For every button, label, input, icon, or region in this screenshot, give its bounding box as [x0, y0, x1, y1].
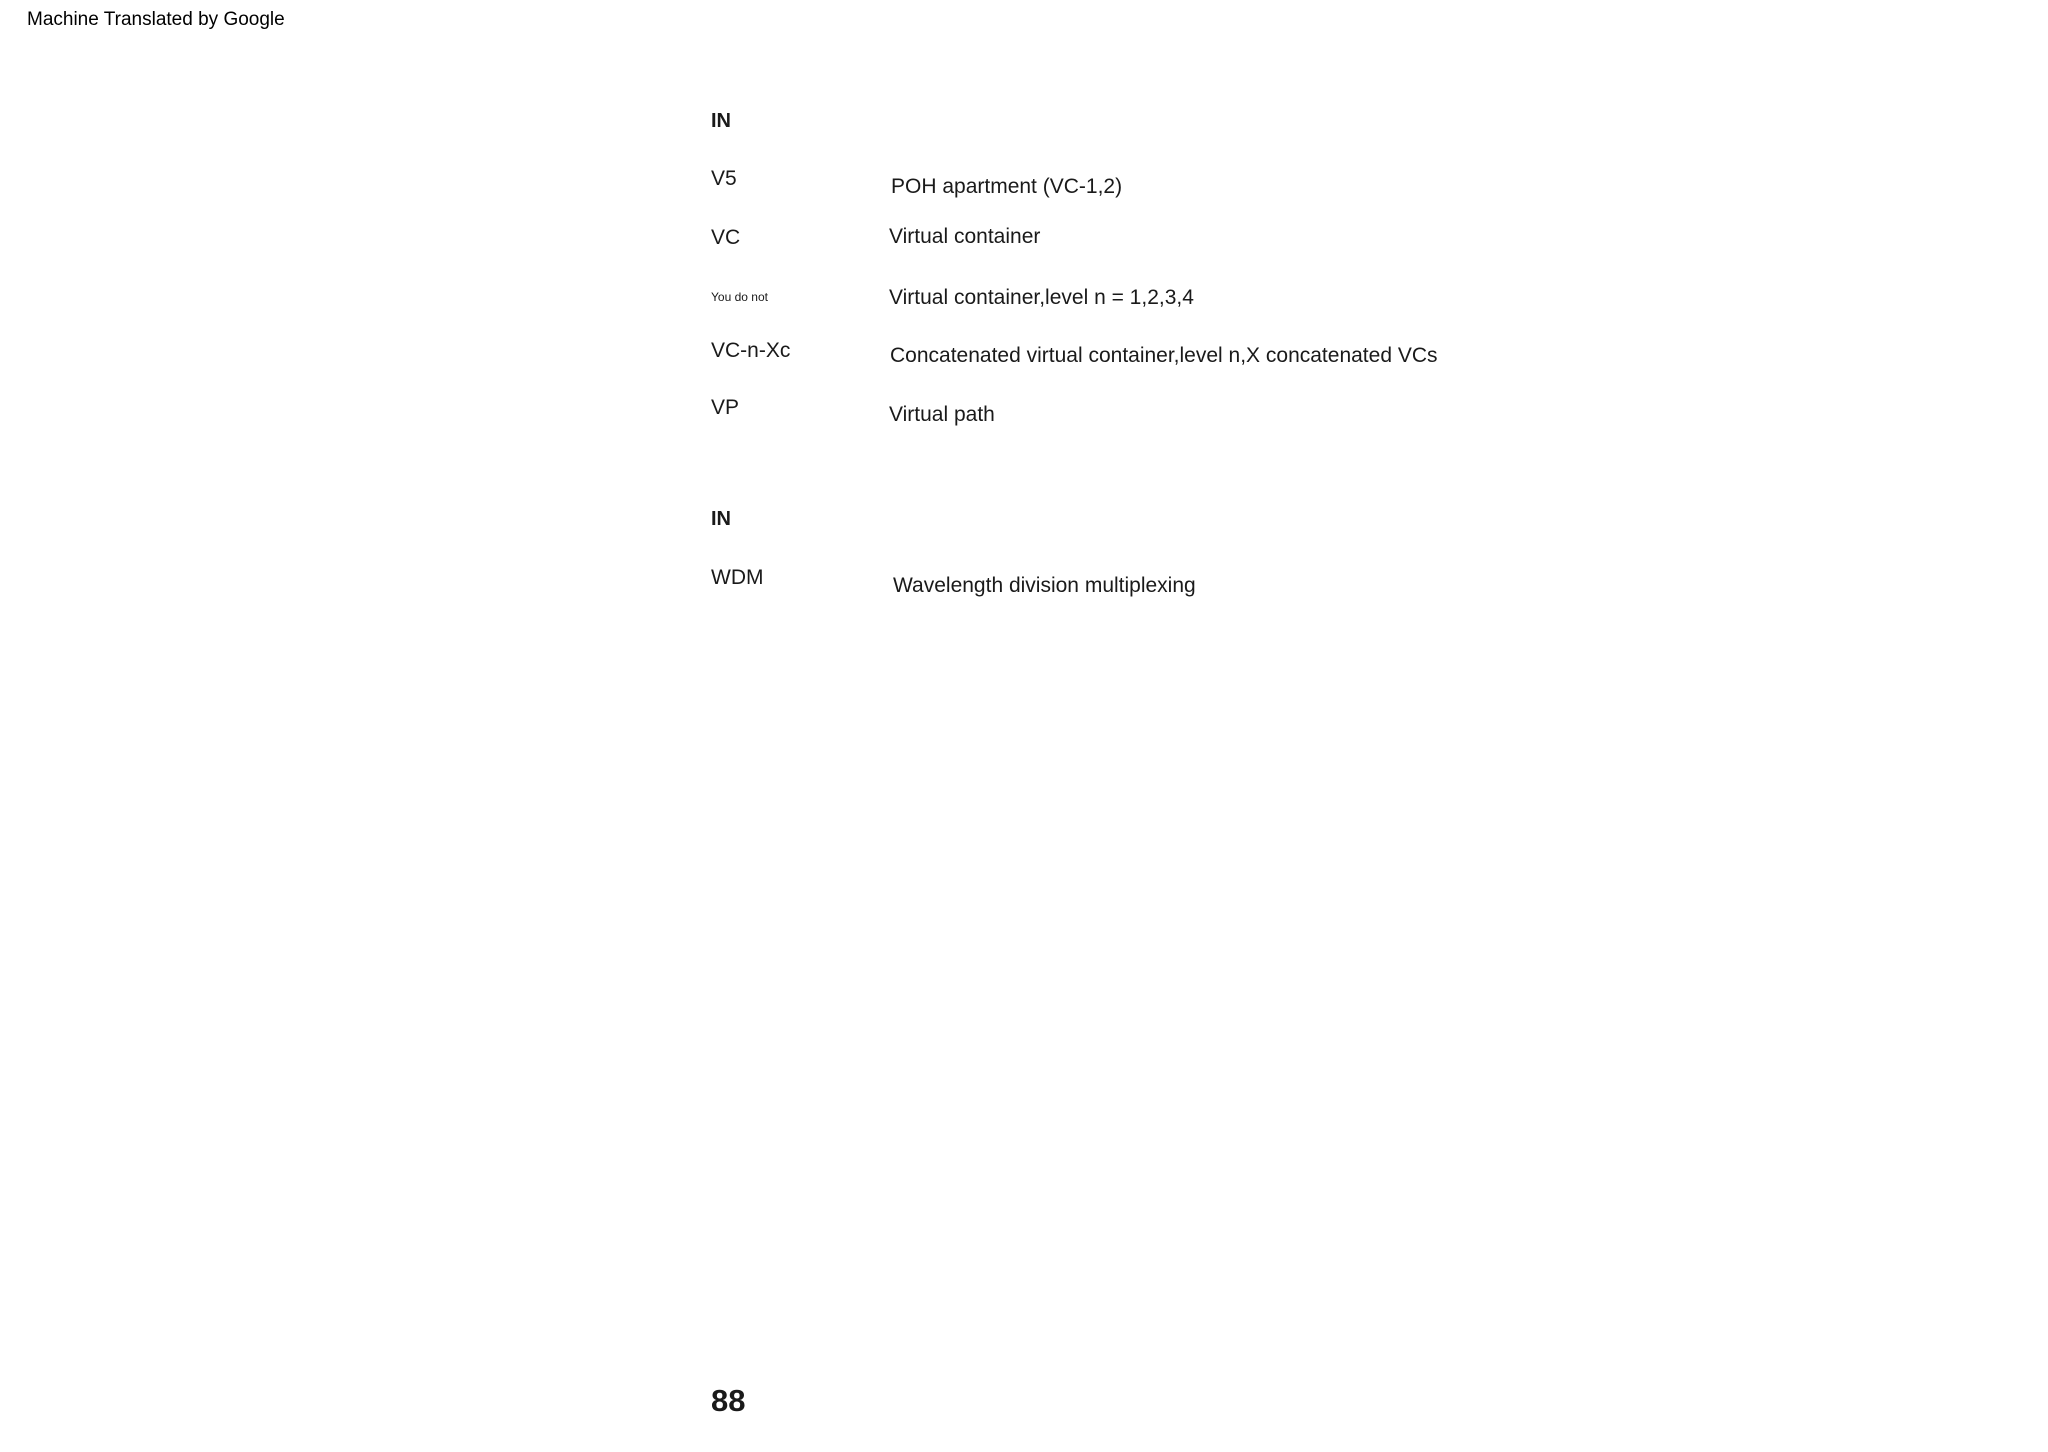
glossary-definition: Virtual path: [889, 403, 995, 426]
section-heading: IN: [711, 508, 731, 530]
glossary-term: VC: [711, 226, 741, 249]
glossary-definition: POH apartment (VC-1,2): [891, 175, 1123, 198]
page-number: 88: [711, 1383, 746, 1418]
section-heading: IN: [711, 110, 731, 132]
glossary-definition: Concatenated virtual container,level n,X concatenated VCs: [890, 344, 1438, 367]
glossary-term: WDM: [711, 566, 764, 589]
glossary-definition: Wavelength division multiplexing: [893, 574, 1196, 597]
glossary-term: V5: [711, 167, 737, 190]
glossary-term: VC-n-Xc: [711, 339, 791, 362]
glossary-definition: Virtual container,level n = 1,2,3,4: [889, 286, 1194, 309]
glossary-term: VP: [711, 396, 740, 419]
machine-translation-banner: Machine Translated by Google: [27, 9, 285, 30]
glossary-term: You do not: [711, 290, 768, 304]
glossary-definition: Virtual container: [889, 225, 1041, 248]
